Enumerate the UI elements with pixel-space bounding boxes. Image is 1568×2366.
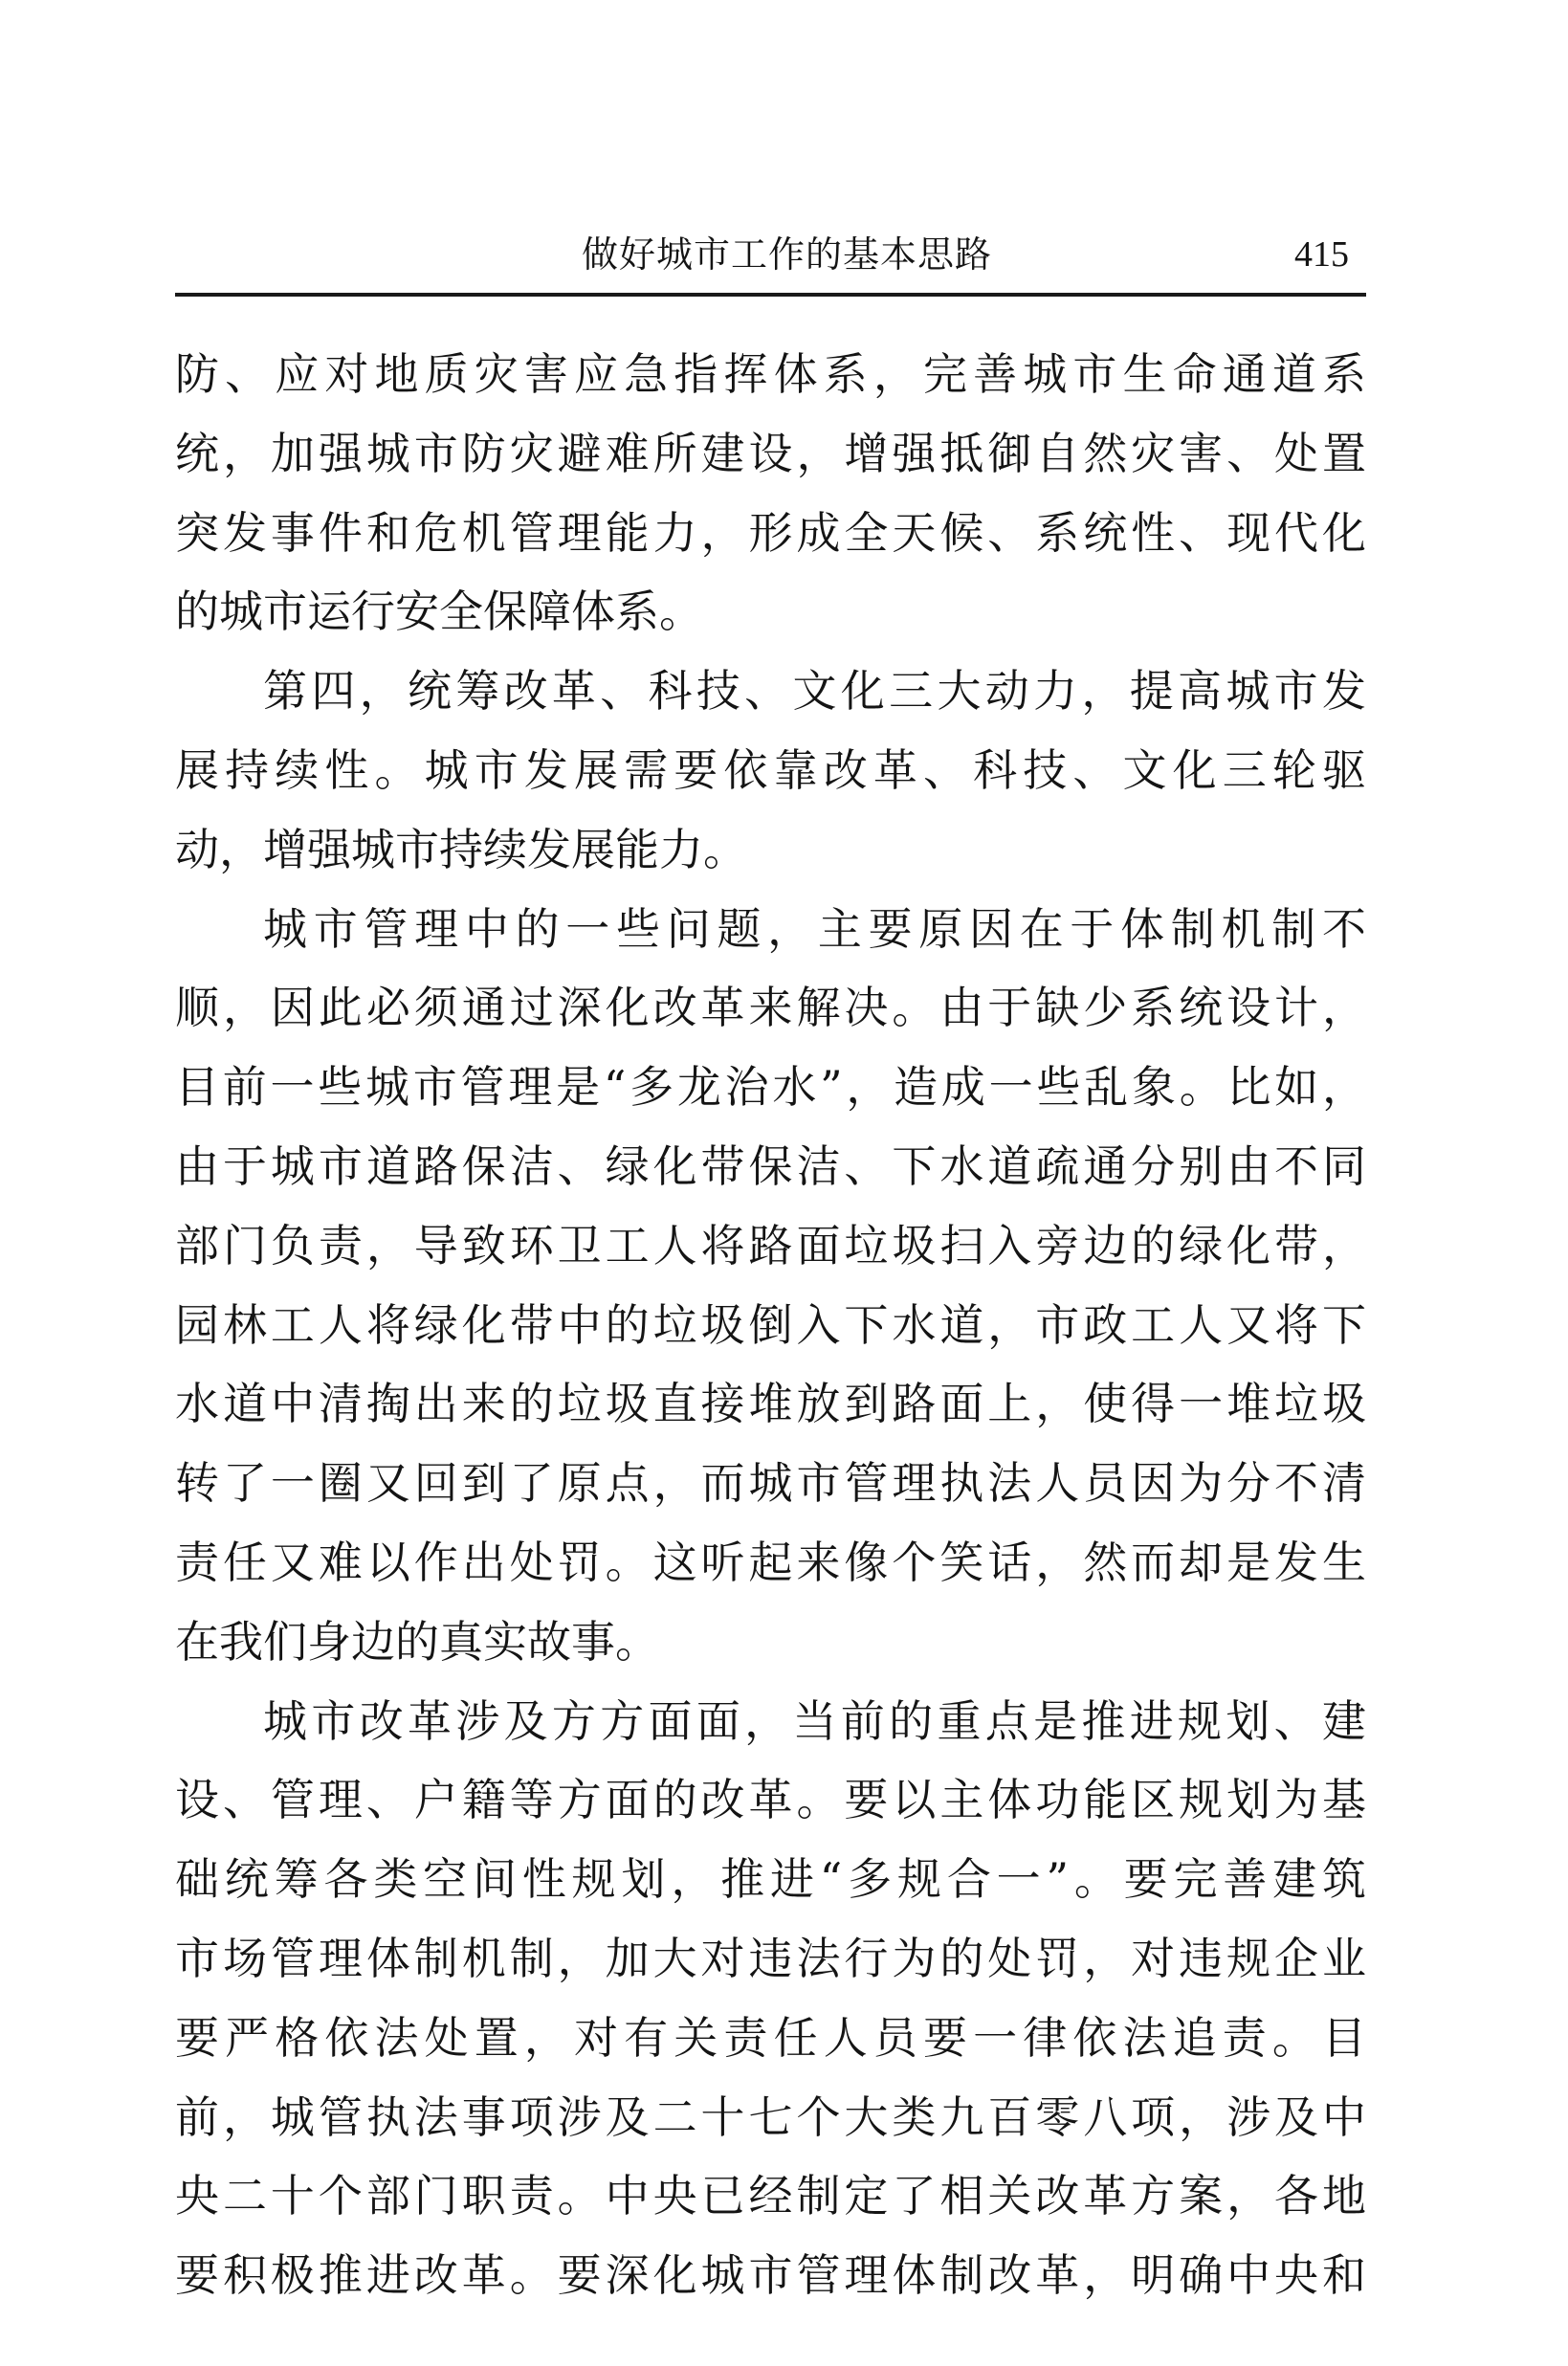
text-line: 动，增强城市持续发展能力。 bbox=[175, 823, 747, 875]
text-line: 水道中清掏出来的垃圾直接堆放到路面上，使得一堆垃圾 bbox=[175, 1378, 1366, 1430]
text-line: 统，加强城市防灾避难所建设，增强抵御自然灾害、处置 bbox=[175, 427, 1366, 479]
running-title: 做好城市工作的基本思路 bbox=[582, 233, 993, 276]
running-header bbox=[175, 226, 1366, 297]
text-line: 要严格依法处置，对有关责任人员要一律依法追责。目 bbox=[175, 2011, 1366, 2064]
text-line: 展持续性。城市发展需要依靠改革、科技、文化三轮驱 bbox=[175, 743, 1366, 796]
text-line: 要积极推进改革。要深化城市管理体制改革，明确中央和 bbox=[175, 2249, 1366, 2302]
text-line: 突发事件和危机管理能力，形成全天候、系统性、现代化 bbox=[175, 506, 1366, 559]
text-line: 设、管理、户籍等方面的改革。要以主体功能区规划为基 bbox=[175, 1774, 1366, 1826]
text-line: 前，城管执法事项涉及二十七个大类九百零八项，涉及中 bbox=[175, 2090, 1366, 2143]
text-line: 央二十个部门职责。中央已经制定了相关改革方案，各地 bbox=[175, 2170, 1366, 2222]
text-line: 市场管理体制机制，加大对违法行为的处罚，对违规企业 bbox=[175, 1932, 1366, 1984]
text-line: 础统筹各类空间性规划，推进“多规合一”。要完善建筑 bbox=[175, 1853, 1366, 1906]
text-line: 由于城市道路保洁、绿化带保洁、下水道疏通分别由不同 bbox=[175, 1139, 1366, 1192]
paragraph-first-line: 第四，统筹改革、科技、文化三大动力，提高城市发 bbox=[263, 665, 1366, 718]
text-line: 部门负责，导致环卫工人将路面垃圾扫入旁边的绿化带， bbox=[175, 1219, 1366, 1271]
text-line: 顺，因此必须通过深化改革来解决。由于缺少系统设计， bbox=[175, 982, 1366, 1034]
text-line: 转了一圈又回到了原点，而城市管理执法人员因为分不清 bbox=[175, 1457, 1366, 1510]
text-line: 防、应对地质灾害应急指挥体系，完善城市生命通道系 bbox=[175, 348, 1366, 400]
text-line: 责任又难以作出处罚。这听起来像个笑话，然而却是发生 bbox=[175, 1536, 1366, 1588]
paragraph-first-line: 城市管理中的一些问题，主要原因在于体制机制不 bbox=[263, 902, 1366, 955]
text-line: 园林工人将绿化带中的垃圾倒入下水道，市政工人又将下 bbox=[175, 1298, 1366, 1351]
paragraph-first-line: 城市改革涉及方方面面，当前的重点是推进规划、建 bbox=[263, 1694, 1366, 1747]
page-number: 415 bbox=[1294, 234, 1349, 275]
text-line: 的城市运行安全保障体系。 bbox=[175, 586, 703, 638]
text-line: 目前一些城市管理是“多龙治水”，造成一些乱象。比如， bbox=[175, 1061, 1366, 1114]
text-line: 在我们身边的真实故事。 bbox=[175, 1615, 659, 1668]
body-text bbox=[175, 335, 1366, 2315]
